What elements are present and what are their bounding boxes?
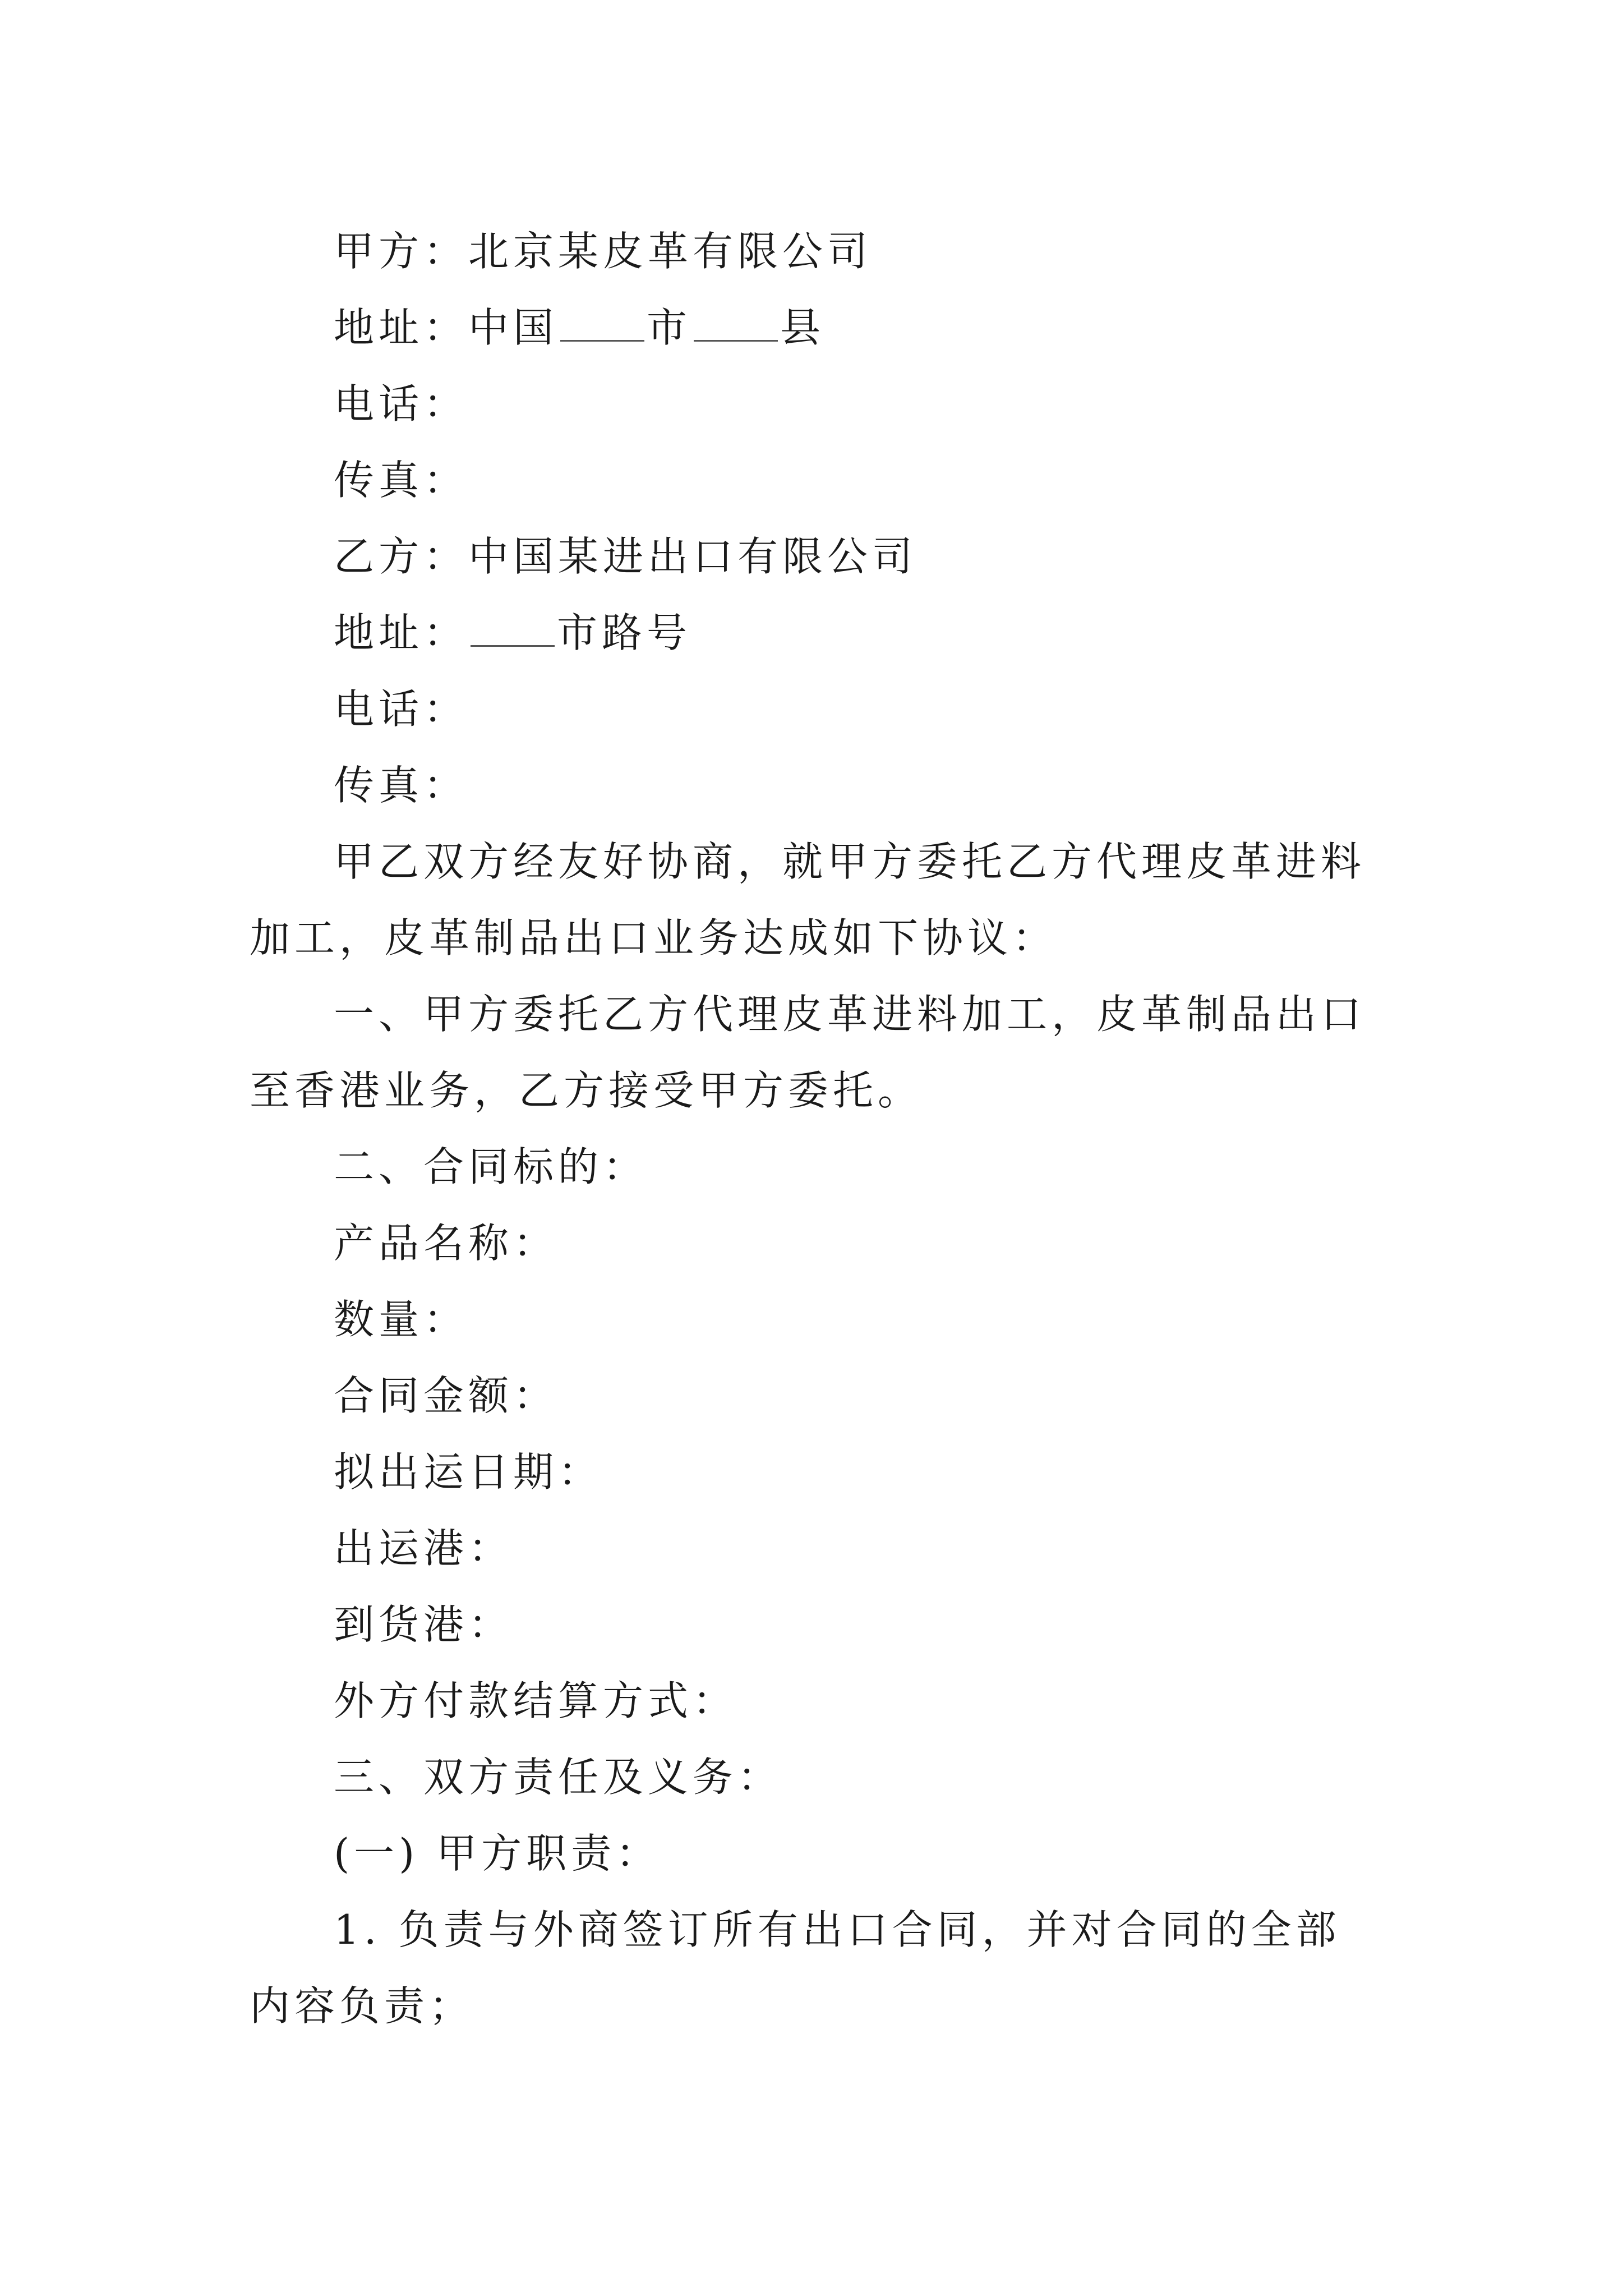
party-b-address <box>250 595 1377 671</box>
loading-port-field: 出运港： <box>334 1525 514 1572</box>
quantity-field: 数量： <box>334 1296 469 1343</box>
payment-method-field: 外方付款结算方式： <box>334 1677 738 1724</box>
contract-body <box>250 213 1377 2044</box>
amount-field: 合同金额： <box>334 1372 559 1419</box>
party-a-address-prefix: 地址：中国 <box>334 304 559 351</box>
party-a-duties-title: (一) 甲方职责： <box>334 1830 661 1877</box>
party-a-address <box>250 289 1377 366</box>
party-a-phone: 电话： <box>334 380 469 427</box>
party-b-address-prefix: 地址： <box>334 609 469 656</box>
party-a-name: 甲方：北京某皮革有限公司 <box>334 228 873 275</box>
ship-date-field: 拟出运日期： <box>334 1448 603 1496</box>
product-name-field: 产品名称： <box>334 1220 559 1267</box>
blank-county <box>694 306 778 342</box>
clause-3-title: 三、双方责任及义务： <box>334 1754 783 1801</box>
party-a-address-city: 市 <box>647 304 692 351</box>
party-b-fax: 传真： <box>334 762 469 809</box>
party-b-address-suffix: 市路号 <box>557 609 692 656</box>
party-a-fax: 传真： <box>334 457 469 504</box>
party-b-phone: 电话： <box>334 685 469 733</box>
party-a-address-county: 县 <box>780 304 826 351</box>
clause-2-title: 二、合同标的： <box>334 1143 648 1190</box>
destination-port-field: 到货港： <box>334 1601 514 1648</box>
preamble-paragraph: 甲乙双方经友好协商，就甲方委托乙方代理皮革进料加工，皮革制品出口业务达成如下协议： <box>250 838 1366 961</box>
clause-1-paragraph: 一、甲方委托乙方代理皮革进料加工，皮革制品出口至香港业务，乙方接受甲方委托。 <box>250 991 1366 1114</box>
duty-item-1: 1. 负责与外商签订所有出口合同，并对合同的全部内容负责； <box>250 1906 1341 2030</box>
party-b-name: 乙方：中国某进出口有限公司 <box>334 533 917 580</box>
blank-city <box>560 306 644 342</box>
blank-city-b <box>471 611 555 647</box>
